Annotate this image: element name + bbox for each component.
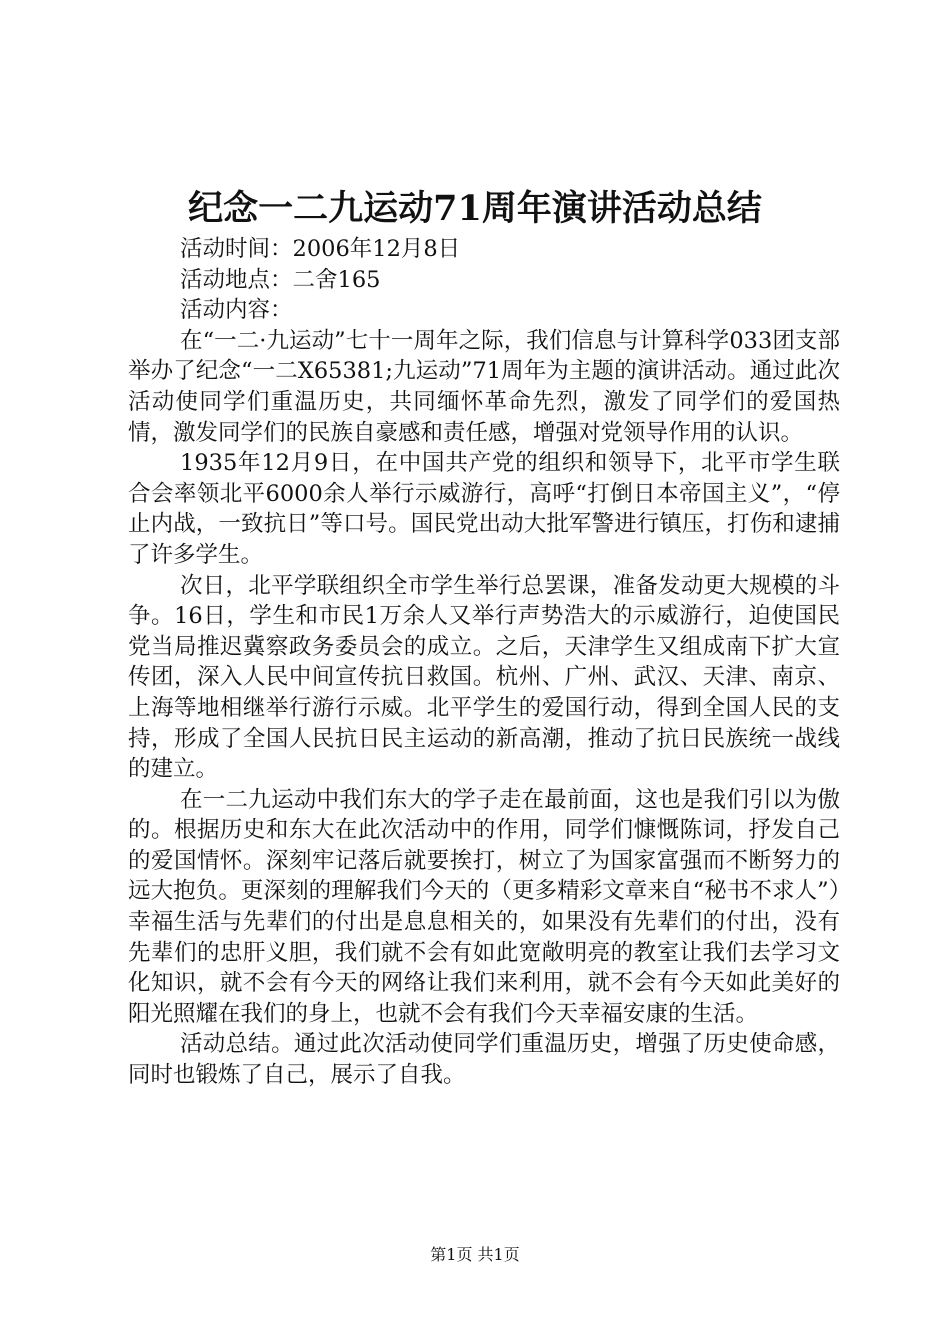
paragraph-history-1935: 1935年12月9日，在中国共产党的组织和领导下，北平市学生联合会率领北平6000余人举行示威游行，高呼“打倒日本帝国主义”，“停止内战，一致抗日”等口号。国民党出动大批军警进行镇压，打伤和逮捕了许多学生。 bbox=[128, 450, 840, 568]
document-title: 纪念一二九运动71周年演讲活动总结 bbox=[188, 188, 762, 229]
activity-place: 活动地点：二舍165 bbox=[180, 266, 381, 293]
paragraph-history-next-day: 次日，北平学联组织全市学生举行总罢课，准备发动更大规模的斗争。16日，学生和市民1万余人又举行声势浩大的示威游行，迫使国民党当局推迟冀察政务委员会的成立。之后，天津学生又组成南下扩大宣传团，深入人民中间宣传抗日救国。杭州、广州、武汉、天津、南京、上海等地相继举行游行示威。北平学生的爱国行动，得到全国人民的支持，形成了全国人民抗日民主运动的新高潮，推动了抗日民族统一战线的建立。 bbox=[128, 572, 840, 783]
paragraph-reflection: 在一二九运动中我们东大的学子走在最前面，这也是我们引以为傲的。根据历史和东大在此次活动中的作用，同学们慷慨陈词，抒发自己的爱国情怀。深刻牢记落后就要挨打，树立了为国家富强而不断努力的远大抱负。更深刻的理解我们今天的（更多精彩文章来自“秘书不求人”）幸福生活与先辈们的付出是息息相关的，如果没有先辈们的付出，没有先辈们的忠肝义胆，我们就不会有如此宽敞明亮的教室让我们去学习文化知识，就不会有今天的网络让我们来利用，就不会有今天如此美好的阳光照耀在我们的身上，也就不会有我们今天幸福安康的生活。 bbox=[128, 786, 840, 1027]
activity-content-label: 活动内容： bbox=[180, 297, 293, 324]
paragraph-intro: 在“一二·九运动”七十一周年之际，我们信息与计算科学033团支部举办了纪念“一二X65381;九运动”71周年为主题的演讲活动。通过此次活动使同学们重温历史，共同缅怀革命先烈，激发了同学们的爱国热情，激发同学们的民族自豪感和责任感，增强对党领导作用的认识。 bbox=[128, 327, 840, 446]
document-body bbox=[128, 234, 840, 1091]
activity-time: 活动时间：2006年12月8日 bbox=[180, 236, 461, 262]
paragraph-summary: 活动总结。通过此次活动使同学们重温历史，增强了历史使命感，同时也锻炼了自己，展示了自我。 bbox=[128, 1031, 840, 1089]
page-footer: 第1页 共1页 bbox=[430, 1245, 520, 1264]
